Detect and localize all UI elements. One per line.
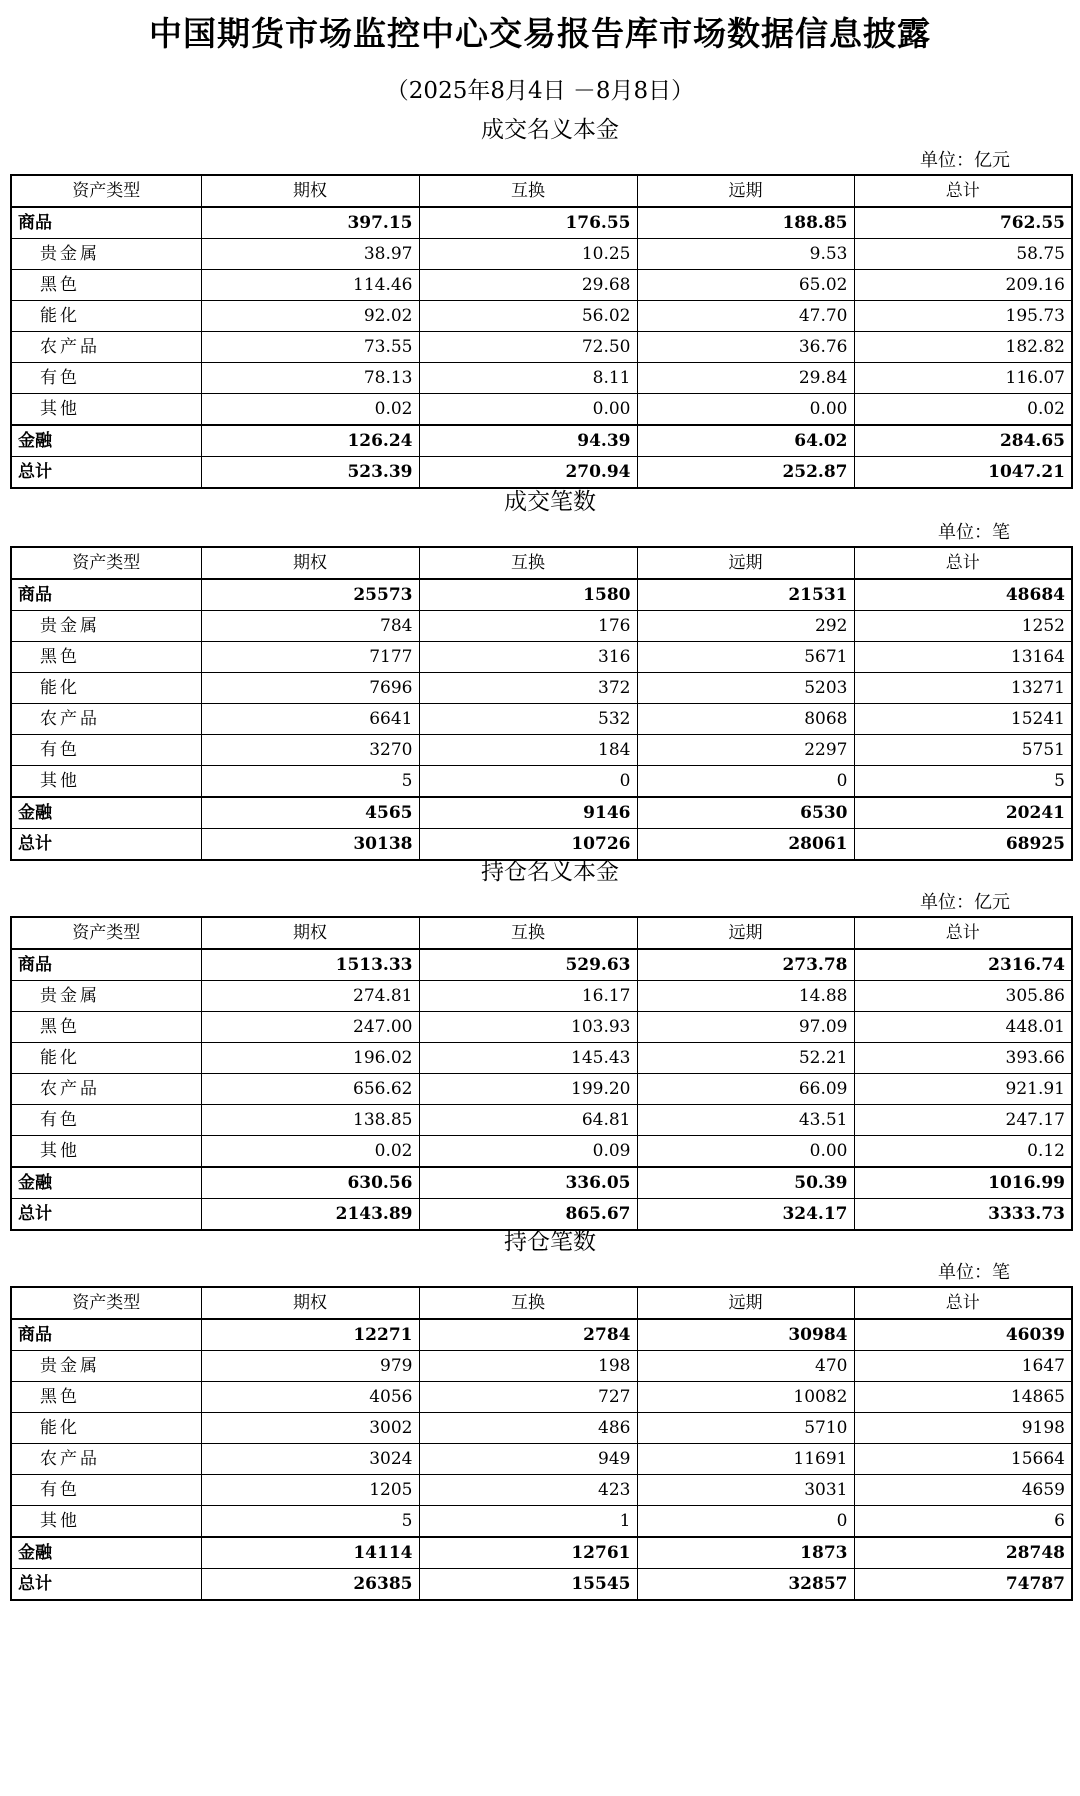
table-cell: 7696	[201, 673, 419, 704]
row-label: 黑色	[11, 1012, 201, 1043]
row-label: 黑色	[11, 1382, 201, 1413]
table-cell: 523.39	[201, 457, 419, 489]
table-cell: 97.09	[637, 1012, 854, 1043]
column-header: 期权	[201, 917, 419, 949]
table-cell: 9198	[854, 1413, 1072, 1444]
table-cell: 1873	[637, 1537, 854, 1569]
table-cell: 64.02	[637, 425, 854, 457]
table-cell: 10726	[419, 829, 637, 861]
table-row	[11, 1074, 1072, 1105]
row-label: 金融	[11, 425, 201, 457]
table-row	[11, 1167, 1072, 1199]
section-title: 持仓名义本金	[481, 859, 619, 885]
table-cell: 14114	[201, 1537, 419, 1569]
table-cell: 138.85	[201, 1105, 419, 1136]
table-cell: 13271	[854, 673, 1072, 704]
table-row	[11, 1136, 1072, 1168]
table-cell: 46039	[854, 1319, 1072, 1351]
table-cell: 1513.33	[201, 949, 419, 981]
table-cell: 448.01	[854, 1012, 1072, 1043]
row-label: 总计	[11, 1569, 201, 1601]
table-cell: 0.00	[637, 394, 854, 426]
table-cell: 0	[419, 766, 637, 798]
row-label: 有色	[11, 1475, 201, 1506]
table-row	[11, 704, 1072, 735]
row-label: 总计	[11, 457, 201, 489]
table-cell: 28748	[854, 1537, 1072, 1569]
table-cell: 184	[419, 735, 637, 766]
table-cell: 0.00	[419, 394, 637, 426]
table-cell: 949	[419, 1444, 637, 1475]
section-position-count	[10, 1224, 1070, 1601]
table-cell: 1	[419, 1506, 637, 1538]
row-label: 能化	[11, 1043, 201, 1074]
row-label: 有色	[11, 363, 201, 394]
table-cell: 372	[419, 673, 637, 704]
row-label: 农产品	[11, 332, 201, 363]
table-cell: 14865	[854, 1382, 1072, 1413]
table-cell: 126.24	[201, 425, 419, 457]
table-cell: 114.46	[201, 270, 419, 301]
table-cell: 12761	[419, 1537, 637, 1569]
table-row	[11, 1351, 1072, 1382]
table-header-row	[11, 1287, 1072, 1319]
table-cell: 470	[637, 1351, 854, 1382]
table-cell: 336.05	[419, 1167, 637, 1199]
table-cell: 10082	[637, 1382, 854, 1413]
column-header: 互换	[419, 1287, 637, 1319]
row-label: 金融	[11, 797, 201, 829]
column-header: 资产类型	[11, 1287, 201, 1319]
table-cell: 195.73	[854, 301, 1072, 332]
table-cell: 5710	[637, 1413, 854, 1444]
table-cell: 5	[201, 1506, 419, 1538]
table-cell: 15241	[854, 704, 1072, 735]
column-header: 资产类型	[11, 547, 201, 579]
table-cell: 1047.21	[854, 457, 1072, 489]
table-cell: 30138	[201, 829, 419, 861]
table-row	[11, 1319, 1072, 1351]
table-cell: 145.43	[419, 1043, 637, 1074]
data-table	[10, 546, 1073, 861]
table-cell: 486	[419, 1413, 637, 1444]
table-cell: 4565	[201, 797, 419, 829]
row-label: 其他	[11, 1506, 201, 1538]
table-row	[11, 611, 1072, 642]
table-row	[11, 673, 1072, 704]
table-cell: 0	[637, 766, 854, 798]
row-label: 贵金属	[11, 981, 201, 1012]
table-cell: 10.25	[419, 239, 637, 270]
section-turnover-notional	[10, 112, 1070, 489]
table-cell: 252.87	[637, 457, 854, 489]
table-header-row	[11, 175, 1072, 207]
row-label: 其他	[11, 766, 201, 798]
table-cell: 30984	[637, 1319, 854, 1351]
table-cell: 21531	[637, 579, 854, 611]
table-cell: 182.82	[854, 332, 1072, 363]
table-cell: 0.02	[201, 1136, 419, 1168]
row-label: 商品	[11, 207, 201, 239]
table-row	[11, 766, 1072, 798]
section-title: 成交笔数	[504, 489, 596, 515]
table-row	[11, 1105, 1072, 1136]
table-row	[11, 301, 1072, 332]
table-row	[11, 1444, 1072, 1475]
table-cell: 1016.99	[854, 1167, 1072, 1199]
table-row	[11, 1012, 1072, 1043]
section-turnover-count	[10, 484, 1070, 861]
table-cell: 47.70	[637, 301, 854, 332]
row-label: 商品	[11, 1319, 201, 1351]
table-cell: 0.00	[637, 1136, 854, 1168]
table-cell: 209.16	[854, 270, 1072, 301]
table-cell: 921.91	[854, 1074, 1072, 1105]
table-cell: 2297	[637, 735, 854, 766]
table-cell: 1252	[854, 611, 1072, 642]
table-cell: 762.55	[854, 207, 1072, 239]
table-cell: 4659	[854, 1475, 1072, 1506]
table-cell: 630.56	[201, 1167, 419, 1199]
table-cell: 25573	[201, 579, 419, 611]
column-header: 期权	[201, 547, 419, 579]
table-cell: 0.02	[201, 394, 419, 426]
table-cell: 116.07	[854, 363, 1072, 394]
table-cell: 274.81	[201, 981, 419, 1012]
table-row	[11, 363, 1072, 394]
row-label: 有色	[11, 1105, 201, 1136]
table-cell: 1580	[419, 579, 637, 611]
table-cell: 784	[201, 611, 419, 642]
column-header: 总计	[854, 917, 1072, 949]
table-cell: 0.09	[419, 1136, 637, 1168]
column-header: 互换	[419, 547, 637, 579]
table-cell: 199.20	[419, 1074, 637, 1105]
table-cell: 11691	[637, 1444, 854, 1475]
table-row	[11, 1569, 1072, 1601]
table-row	[11, 270, 1072, 301]
column-header: 期权	[201, 1287, 419, 1319]
table-cell: 727	[419, 1382, 637, 1413]
table-cell: 20241	[854, 797, 1072, 829]
table-row	[11, 1382, 1072, 1413]
row-label: 贵金属	[11, 239, 201, 270]
table-cell: 16.17	[419, 981, 637, 1012]
table-cell: 2143.89	[201, 1199, 419, 1231]
column-header: 总计	[854, 1287, 1072, 1319]
table-cell: 0.12	[854, 1136, 1072, 1168]
row-label: 金融	[11, 1167, 201, 1199]
table-cell: 316	[419, 642, 637, 673]
row-label: 总计	[11, 829, 201, 861]
date-range: （2025年8月4日 －8月8日）	[385, 78, 695, 104]
table-row	[11, 949, 1072, 981]
table-row	[11, 1537, 1072, 1569]
table-cell: 5751	[854, 735, 1072, 766]
table-cell: 3024	[201, 1444, 419, 1475]
table-cell: 94.39	[419, 425, 637, 457]
unit-label: 单位：亿元	[920, 150, 1010, 171]
table-cell: 3031	[637, 1475, 854, 1506]
row-label: 其他	[11, 1136, 201, 1168]
table-cell: 66.09	[637, 1074, 854, 1105]
table-row	[11, 239, 1072, 270]
table-cell: 324.17	[637, 1199, 854, 1231]
table-cell: 176	[419, 611, 637, 642]
table-cell: 5	[201, 766, 419, 798]
table-cell: 28061	[637, 829, 854, 861]
column-header: 互换	[419, 917, 637, 949]
table-cell: 6641	[201, 704, 419, 735]
column-header: 资产类型	[11, 917, 201, 949]
table-cell: 32857	[637, 1569, 854, 1601]
table-cell: 64.81	[419, 1105, 637, 1136]
table-cell: 38.97	[201, 239, 419, 270]
table-cell: 2784	[419, 1319, 637, 1351]
column-header: 远期	[637, 547, 854, 579]
table-cell: 29.84	[637, 363, 854, 394]
table-cell: 5203	[637, 673, 854, 704]
table-cell: 3002	[201, 1413, 419, 1444]
table-cell: 14.88	[637, 981, 854, 1012]
section-title: 成交名义本金	[481, 117, 619, 143]
table-cell: 0.02	[854, 394, 1072, 426]
table-cell: 3333.73	[854, 1199, 1072, 1231]
data-table	[10, 1286, 1073, 1601]
data-table	[10, 174, 1073, 489]
row-label: 贵金属	[11, 1351, 201, 1382]
data-table	[10, 916, 1073, 1231]
row-label: 其他	[11, 394, 201, 426]
table-cell: 3270	[201, 735, 419, 766]
table-cell: 305.86	[854, 981, 1072, 1012]
row-label: 商品	[11, 579, 201, 611]
table-cell: 15664	[854, 1444, 1072, 1475]
table-row	[11, 1506, 1072, 1538]
table-cell: 423	[419, 1475, 637, 1506]
table-cell: 5	[854, 766, 1072, 798]
table-header-row	[11, 917, 1072, 949]
table-cell: 65.02	[637, 270, 854, 301]
column-header: 期权	[201, 175, 419, 207]
column-header: 远期	[637, 1287, 854, 1319]
table-cell: 979	[201, 1351, 419, 1382]
table-row	[11, 1413, 1072, 1444]
table-cell: 29.68	[419, 270, 637, 301]
table-cell: 103.93	[419, 1012, 637, 1043]
table-cell: 15545	[419, 1569, 637, 1601]
table-row	[11, 735, 1072, 766]
row-label: 贵金属	[11, 611, 201, 642]
row-label: 能化	[11, 1413, 201, 1444]
table-cell: 284.65	[854, 425, 1072, 457]
column-header: 远期	[637, 917, 854, 949]
table-cell: 12271	[201, 1319, 419, 1351]
table-cell: 78.13	[201, 363, 419, 394]
table-row	[11, 394, 1072, 426]
table-cell: 1205	[201, 1475, 419, 1506]
table-row	[11, 332, 1072, 363]
table-cell: 656.62	[201, 1074, 419, 1105]
unit-label: 单位：笔	[938, 522, 1010, 543]
table-cell: 176.55	[419, 207, 637, 239]
table-cell: 1647	[854, 1351, 1072, 1382]
table-cell: 5671	[637, 642, 854, 673]
table-cell: 292	[637, 611, 854, 642]
page-title: 中国期货市场监控中心交易报告库市场数据信息披露	[149, 14, 931, 53]
unit-label: 单位：笔	[938, 1262, 1010, 1283]
table-cell: 6530	[637, 797, 854, 829]
row-label: 金融	[11, 1537, 201, 1569]
table-cell: 4056	[201, 1382, 419, 1413]
row-label: 商品	[11, 949, 201, 981]
row-label: 农产品	[11, 704, 201, 735]
column-header: 总计	[854, 547, 1072, 579]
table-row	[11, 207, 1072, 239]
column-header: 总计	[854, 175, 1072, 207]
table-cell: 92.02	[201, 301, 419, 332]
column-header: 远期	[637, 175, 854, 207]
table-cell: 196.02	[201, 1043, 419, 1074]
table-cell: 58.75	[854, 239, 1072, 270]
table-cell: 393.66	[854, 1043, 1072, 1074]
table-row	[11, 425, 1072, 457]
table-cell: 6	[854, 1506, 1072, 1538]
table-cell: 50.39	[637, 1167, 854, 1199]
table-cell: 198	[419, 1351, 637, 1382]
table-cell: 532	[419, 704, 637, 735]
table-header-row	[11, 547, 1072, 579]
table-cell: 26385	[201, 1569, 419, 1601]
table-cell: 68925	[854, 829, 1072, 861]
section-position-notional	[10, 854, 1070, 1231]
row-label: 黑色	[11, 270, 201, 301]
table-cell: 72.50	[419, 332, 637, 363]
table-row	[11, 579, 1072, 611]
table-row	[11, 981, 1072, 1012]
row-label: 有色	[11, 735, 201, 766]
table-cell: 247.17	[854, 1105, 1072, 1136]
table-cell: 56.02	[419, 301, 637, 332]
table-cell: 865.67	[419, 1199, 637, 1231]
table-cell: 247.00	[201, 1012, 419, 1043]
table-row	[11, 1475, 1072, 1506]
table-cell: 397.15	[201, 207, 419, 239]
table-cell: 48684	[854, 579, 1072, 611]
row-label: 农产品	[11, 1074, 201, 1105]
table-row	[11, 797, 1072, 829]
table-cell: 13164	[854, 642, 1072, 673]
table-cell: 2316.74	[854, 949, 1072, 981]
table-cell: 43.51	[637, 1105, 854, 1136]
table-cell: 273.78	[637, 949, 854, 981]
table-cell: 36.76	[637, 332, 854, 363]
table-cell: 270.94	[419, 457, 637, 489]
section-title: 持仓笔数	[504, 1229, 596, 1255]
table-cell: 529.63	[419, 949, 637, 981]
table-cell: 73.55	[201, 332, 419, 363]
row-label: 总计	[11, 1199, 201, 1231]
table-row	[11, 1043, 1072, 1074]
table-row	[11, 642, 1072, 673]
unit-label: 单位：亿元	[920, 892, 1010, 913]
table-cell: 8.11	[419, 363, 637, 394]
table-cell: 8068	[637, 704, 854, 735]
table-cell: 9.53	[637, 239, 854, 270]
table-cell: 0	[637, 1506, 854, 1538]
table-cell: 74787	[854, 1569, 1072, 1601]
row-label: 农产品	[11, 1444, 201, 1475]
row-label: 能化	[11, 673, 201, 704]
row-label: 能化	[11, 301, 201, 332]
table-cell: 7177	[201, 642, 419, 673]
table-cell: 52.21	[637, 1043, 854, 1074]
table-cell: 9146	[419, 797, 637, 829]
table-cell: 188.85	[637, 207, 854, 239]
row-label: 黑色	[11, 642, 201, 673]
column-header: 互换	[419, 175, 637, 207]
column-header: 资产类型	[11, 175, 201, 207]
